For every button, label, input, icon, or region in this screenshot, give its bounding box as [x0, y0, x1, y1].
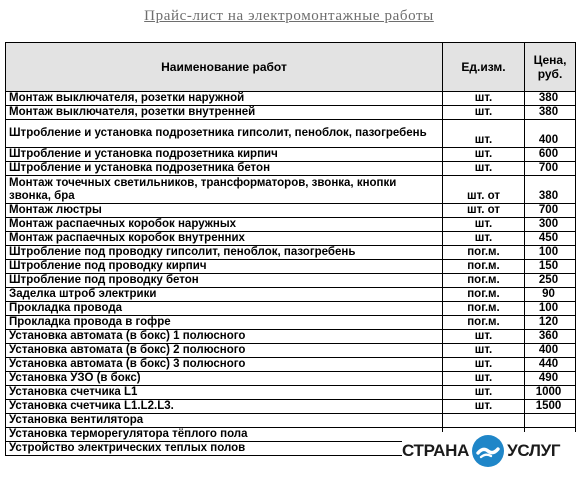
table-row — [6, 148, 576, 162]
row-price-cell: 300 — [525, 218, 576, 232]
table-row — [6, 344, 576, 358]
table-row — [6, 218, 576, 232]
row-price-cell: 100 — [525, 246, 576, 260]
row-unit-cell: шт. — [443, 106, 525, 120]
row-unit-cell: шт. — [443, 344, 525, 358]
row-name-cell: Устройство электрических теплых полов — [6, 442, 443, 456]
row-price-cell: 380 — [525, 92, 576, 106]
page-title: Прайс-лист на электромонтажные работы — [144, 8, 434, 24]
row-price-cell: 490 — [525, 372, 576, 386]
row-unit-cell: шт. — [443, 232, 525, 246]
table-row — [6, 162, 576, 176]
row-unit-cell: шт. — [443, 120, 525, 148]
row-name-cell: Штробление и установка подрозетника гипсолит, пеноблок, пазогребень — [6, 120, 443, 148]
row-name-cell: Штробление и установка подрозетника кирпич — [6, 148, 443, 162]
row-price-cell: 380 — [525, 176, 576, 204]
row-name-cell: Монтаж распаечных коробок внутренних — [6, 232, 443, 246]
row-name-cell: Установка автомата (в бокс) 3 полюсного — [6, 358, 443, 372]
column-header-name: Наименование работ — [6, 43, 443, 92]
table-row — [6, 120, 576, 148]
row-name-cell: Штробление и установка подрозетника бетон — [6, 162, 443, 176]
table-row — [6, 274, 576, 288]
table-header-row — [6, 43, 576, 92]
row-unit-cell — [443, 414, 525, 428]
row-unit-cell: шт. от — [443, 176, 525, 204]
row-price-cell: 380 — [525, 106, 576, 120]
row-unit-cell: шт. — [443, 358, 525, 372]
table-row — [6, 400, 576, 414]
row-unit-cell: шт. — [443, 148, 525, 162]
row-price-cell: 250 — [525, 274, 576, 288]
price-table — [5, 42, 576, 456]
table-row — [6, 260, 576, 274]
table-row — [6, 414, 576, 428]
column-header-price: Цена, руб. — [525, 43, 576, 92]
row-unit-cell: шт. от — [443, 204, 525, 218]
row-price-cell: 1000 — [525, 386, 576, 400]
row-price-cell: 450 — [525, 232, 576, 246]
row-price-cell — [525, 414, 576, 428]
row-name-cell: Штробление под проводку бетон — [6, 274, 443, 288]
row-unit-cell: шт. — [443, 400, 525, 414]
row-unit-cell: пог.м. — [443, 274, 525, 288]
row-name-cell: Монтаж выключателя, розетки внутренней — [6, 106, 443, 120]
row-price-cell: 440 — [525, 358, 576, 372]
row-name-cell: Штробление под проводку кирпич — [6, 260, 443, 274]
row-unit-cell: пог.м. — [443, 316, 525, 330]
row-unit-cell: шт. — [443, 92, 525, 106]
row-unit-cell: шт. — [443, 386, 525, 400]
row-price-cell: 1500 — [525, 400, 576, 414]
handshake-logo-icon — [470, 433, 506, 469]
row-name-cell: Установка счетчика L1.L2.L3. — [6, 400, 443, 414]
row-unit-cell: шт. — [443, 162, 525, 176]
table-row — [6, 106, 576, 120]
table-row — [6, 176, 576, 204]
table-row — [6, 246, 576, 260]
row-price-cell: 100 — [525, 302, 576, 316]
row-unit-cell: шт. — [443, 330, 525, 344]
row-unit-cell: пог.м. — [443, 288, 525, 302]
row-unit-cell: пог.м. — [443, 260, 525, 274]
row-name-cell: Монтаж распаечных коробок наружных — [6, 218, 443, 232]
column-header-unit: Ед.изм. — [443, 43, 525, 92]
row-name-cell: Прокладка провода — [6, 302, 443, 316]
row-price-cell: 360 — [525, 330, 576, 344]
row-name-cell: Прокладка провода в гофре — [6, 316, 443, 330]
row-name-cell: Заделка штроб электрики — [6, 288, 443, 302]
row-price-cell: 120 — [525, 316, 576, 330]
table-row — [6, 204, 576, 218]
table-row — [6, 386, 576, 400]
watermark-strana-uslug — [402, 432, 578, 470]
price-table-body — [6, 92, 576, 456]
row-name-cell: Установка терморегулятора тёплого пола — [6, 428, 443, 442]
row-name-cell: Установка автомата (в бокс) 1 полюсного — [6, 330, 443, 344]
row-name-cell: Монтаж выключателя, розетки наружной — [6, 92, 443, 106]
table-row — [6, 302, 576, 316]
table-row — [6, 358, 576, 372]
row-price-cell: 700 — [525, 162, 576, 176]
table-row — [6, 232, 576, 246]
table-row — [6, 330, 576, 344]
row-price-cell: 700 — [525, 204, 576, 218]
row-name-cell: Установка УЗО (в бокс) — [6, 372, 443, 386]
table-row — [6, 316, 576, 330]
row-name-cell: Штробление под проводку гипсолит, пеноблок, пазогребень — [6, 246, 443, 260]
row-unit-cell: шт. — [443, 372, 525, 386]
row-price-cell: 400 — [525, 120, 576, 148]
table-row — [6, 288, 576, 302]
row-name-cell: Монтаж люстры — [6, 204, 443, 218]
row-unit-cell: пог.м. — [443, 302, 525, 316]
row-unit-cell: пог.м. — [443, 246, 525, 260]
watermark-text-left: СТРАНА — [402, 441, 470, 460]
row-price-cell: 150 — [525, 260, 576, 274]
row-name-cell: Установка счетчика L1 — [6, 386, 443, 400]
row-name-cell: Установка автомата (в бокс) 2 полюсного — [6, 344, 443, 358]
row-name-cell: Установка вентилятора — [6, 414, 443, 428]
row-price-cell: 600 — [525, 148, 576, 162]
row-name-cell: Монтаж точечных светильников, трансформаторов, звонка, кнопки звонка, бра — [6, 176, 443, 204]
row-price-cell: 90 — [525, 288, 576, 302]
row-price-cell: 400 — [525, 344, 576, 358]
table-row — [6, 372, 576, 386]
watermark-text-right: УСЛУГ — [507, 441, 561, 460]
table-row — [6, 92, 576, 106]
row-unit-cell: шт. — [443, 218, 525, 232]
